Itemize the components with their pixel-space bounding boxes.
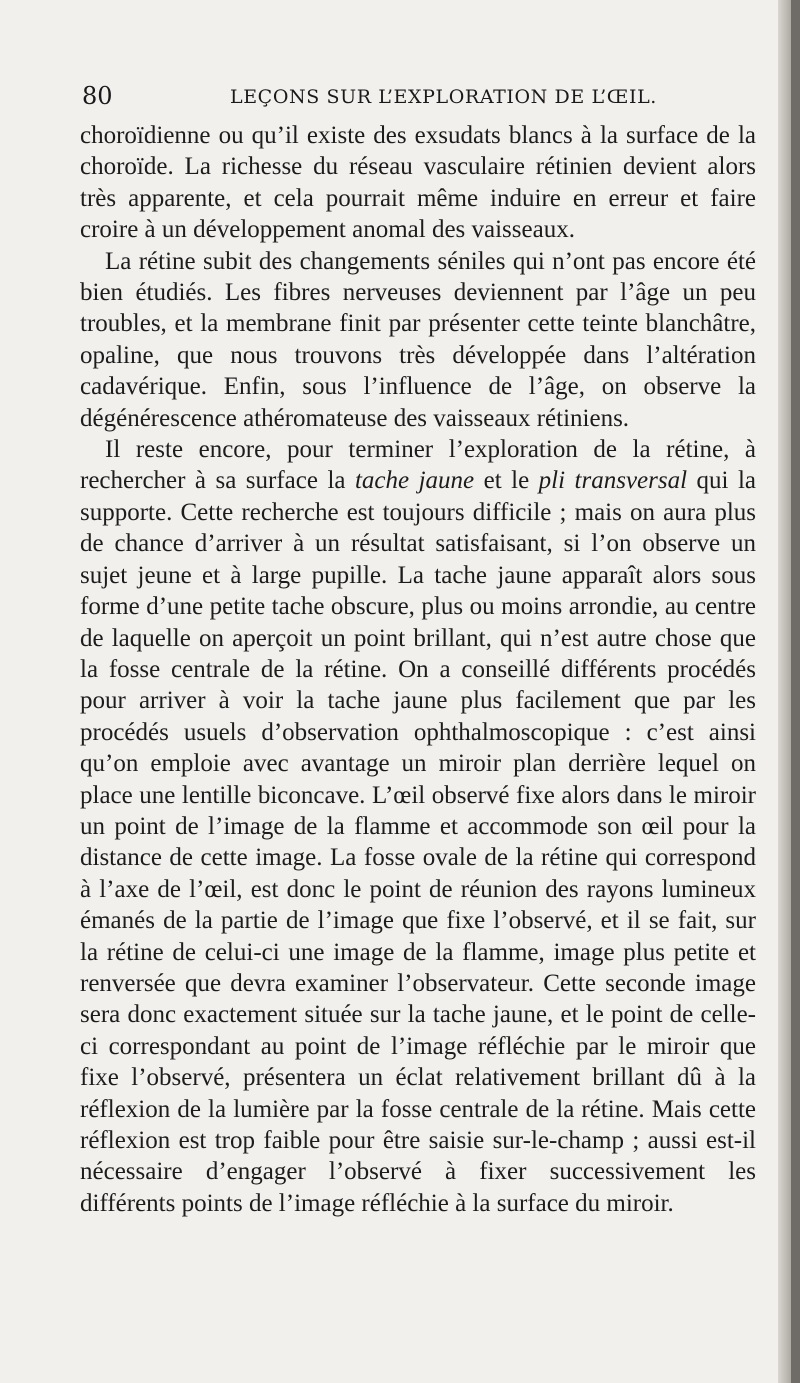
term-pli-transversal: pli transversal (538, 467, 688, 495)
paragraph-3-lead: Il reste encore, pour terminer l’exploration de la rétine, à rechercher à sa surface la (80, 436, 756, 495)
body-text (80, 120, 756, 1219)
paragraph-3 (80, 434, 756, 1219)
paragraph-1: choroïdienne ou qu’il existe des exsudats blancs à la surface de la choroïde. La richesse du réseau vasculaire rétinien devient alors très apparente, et cela pourrait même induire en erreur et faire croire à un développement anomal des vaisseaux. (80, 122, 756, 244)
page-edge-dark (791, 0, 800, 1383)
running-title: LEÇONS SUR L’EXPLORATION DE L’ŒIL. (230, 86, 657, 108)
paragraph-3-rest: qui la supporte. Cette recherche est toujours difficile ; mais on aura plus de chance d’arriver à un résultat satisfaisant, si l’on observe un sujet jeune et à large pupille. La tache jaune apparaît alors sous forme d’une petite tache obscure, plus ou moins arrondie, au centre de laquelle on aperçoit un point brillant, qui n’est autre chose que la fosse centrale de la rétine. On a conseillé différents procédés pour arriver à voir la tache jaune plus facilement que par les procédés usuels d’observation ophthalmoscopique : c’est ainsi qu’on emploie avec avantage un miroir plan derrière lequel on place une lentille biconcave. L’œil observé fixe alors dans le miroir un point de l’image de la flamme et accommode son œil pour la distance de cette image. La fosse ovale de la rétine qui correspond à l’axe de l’œil, est donc le point de réunion des rayons lumineux émanés de la partie de l’image que fixe l’observé, et il se fait, sur la rétine de celui-ci une image de la flamme, image plus petite et renversée que devra examiner l’observateur. Cette seconde image sera donc exactement située sur la tache jaune, et le point de celle-ci correspondant au point de l’image réfléchie par le miroir que fixe l’observé, présentera un éclat relativement brillant dû à la réflexion de la lumière par la fosse centrale de la rétine. Mais cette réflexion est trop faible pour être saisie sur-le-champ ; aussi est-il nécessaire d’engager l’observé à fixer successivement les différents points de l’image réfléchie à la surface du miroir. (80, 467, 756, 1217)
page-number: 80 (82, 82, 113, 110)
running-head (82, 82, 732, 112)
term-tache-jaune: tache jaune (354, 467, 475, 495)
paragraph-2: La rétine subit des changements séniles qui n’ont pas encore été bien étudiés. Les fibres nerveuses deviennent par l’âge un peu troubles, et la membrane finit par présenter cette teinte blanchâtre, opaline, que nous trouvons très développée dans l’altération cadavérique. Enfin, sous l’influence de l’âge, on observe la dégénérescence athéromateuse des vaisseaux rétiniens. (80, 247, 756, 432)
paragraph-3-between: et le (474, 467, 539, 495)
